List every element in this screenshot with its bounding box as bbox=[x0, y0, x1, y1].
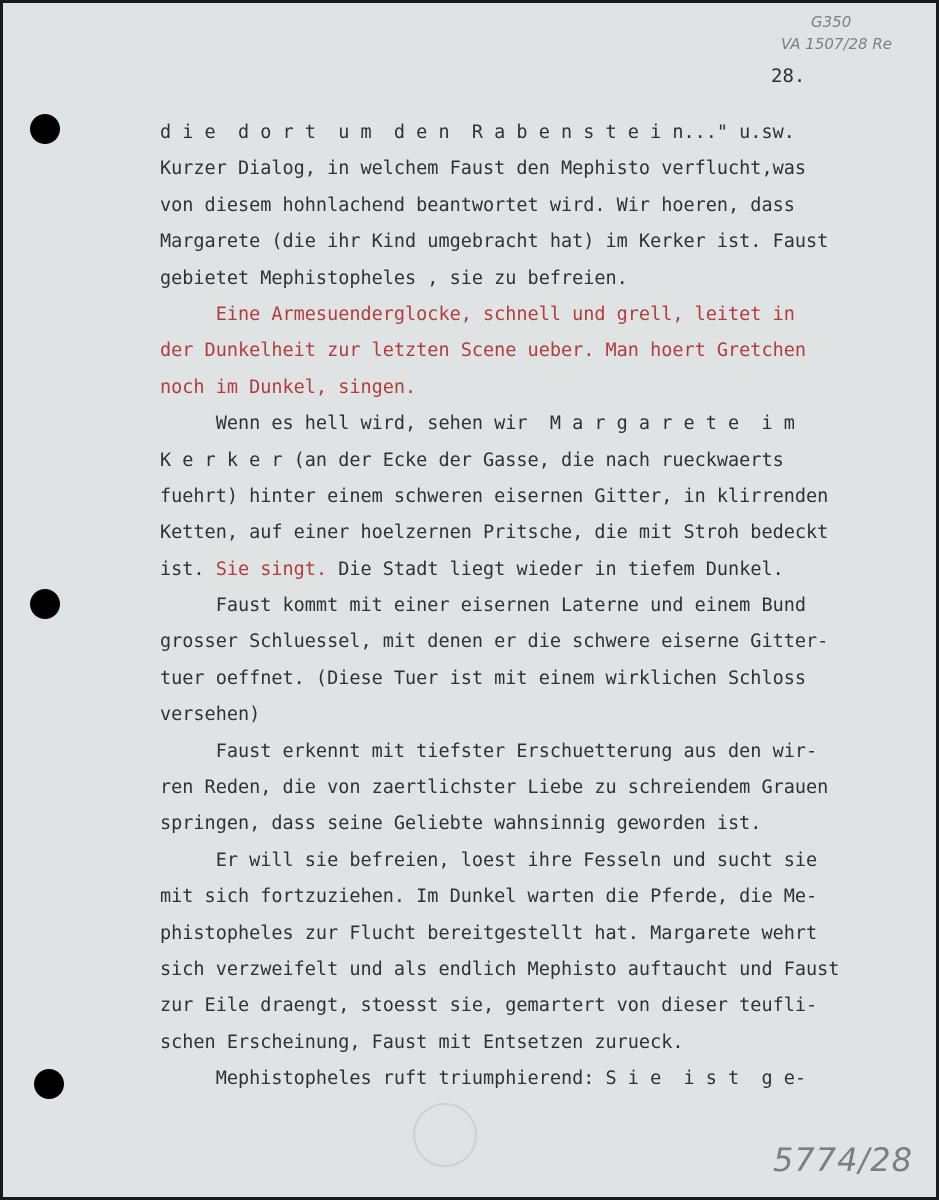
text-line: mit sich fortzuziehen. Im Dunkel warten die Pferde, die Me- bbox=[160, 886, 818, 908]
text-line: springen, dass seine Geliebte wahnsinnig geworden ist. bbox=[160, 813, 762, 835]
text-segment: Die Stadt liegt wieder in tiefem Dunkel. bbox=[327, 558, 784, 580]
text-line: von diesem hohnlachend beantwortet wird. Wir hoeren, dass bbox=[160, 194, 795, 216]
text-line: gebietet Mephistopheles , sie zu befreien. bbox=[160, 267, 628, 289]
typewritten-text bbox=[160, 115, 920, 1098]
archive-signature-note: VA 1507/28 Re bbox=[781, 35, 893, 53]
faint-stamp-icon bbox=[413, 1103, 477, 1167]
text-line: ren Reden, die von zaertlichster Liebe zu schreiendem Grauen bbox=[160, 777, 829, 799]
archive-note-top: G350 bbox=[811, 13, 852, 31]
text-line: zur Eile draengt, stoesst sie, gemartert von dieser teufli- bbox=[160, 995, 818, 1017]
text-line: d i e d o r t u m d e n R a b e n s t e i n..." u.sw. bbox=[160, 122, 795, 143]
text-line: Faust erkennt mit tiefster Erschuetterung aus den wir- bbox=[160, 740, 818, 762]
text-line: Er will sie befreien, loest ihre Fesseln und sucht sie bbox=[160, 849, 818, 871]
text-line: versehen) bbox=[160, 704, 261, 726]
text-line: Kurzer Dialog, in welchem Faust den Mephisto verflucht,was bbox=[160, 158, 807, 180]
punch-hole-icon bbox=[34, 1069, 64, 1099]
text-line: Margarete (die ihr Kind umgebracht hat) im Kerker ist. Faust bbox=[160, 231, 829, 253]
text-line: Wenn es hell wird, sehen wir M a r g a r e t e i m bbox=[160, 413, 795, 435]
text-line-red: der Dunkelheit zur letzten Scene ueber. Man hoert Gretchen bbox=[160, 340, 807, 362]
text-line: K e r k e r (an der Ecke der Gasse, die nach rueckwaerts bbox=[160, 449, 784, 471]
text-line: schen Erscheinung, Faust mit Entsetzen zurueck. bbox=[160, 1031, 684, 1053]
text-line-red: Eine Armesuenderglocke, schnell und grell, leitet in bbox=[160, 303, 795, 325]
text-line-red: noch im Dunkel, singen. bbox=[160, 376, 417, 398]
text-line: sich verzweifelt und als endlich Mephisto auftaucht und Faust bbox=[160, 958, 840, 980]
archive-number-note: 5774/28 bbox=[773, 1141, 913, 1179]
text-line: Faust kommt mit einer eisernen Laterne und einem Bund bbox=[160, 595, 807, 617]
text-line: grosser Schluessel, mit denen er die schwere eiserne Gitter- bbox=[160, 631, 829, 653]
text-line-mixed bbox=[160, 552, 920, 588]
text-line: Mephistopheles ruft triumphierend: S i e i s t g e- bbox=[160, 1068, 807, 1090]
text-line: tuer oeffnet. (Diese Tuer ist mit einem wirklichen Schloss bbox=[160, 667, 807, 689]
text-segment-red: Sie singt. bbox=[215, 558, 328, 580]
punch-hole-icon bbox=[30, 589, 60, 619]
page-number: 28. bbox=[771, 65, 806, 87]
text-line: phistopheles zur Flucht bereitgestellt hat. Margarete wehrt bbox=[160, 922, 818, 944]
text-segment: ist. bbox=[160, 558, 216, 580]
text-line: fuehrt) hinter einem schweren eisernen Gitter, in klirrenden bbox=[160, 485, 829, 507]
punch-hole-icon bbox=[30, 114, 60, 144]
text-line: Ketten, auf einer hoelzernen Pritsche, die mit Stroh bedeckt bbox=[160, 522, 829, 544]
